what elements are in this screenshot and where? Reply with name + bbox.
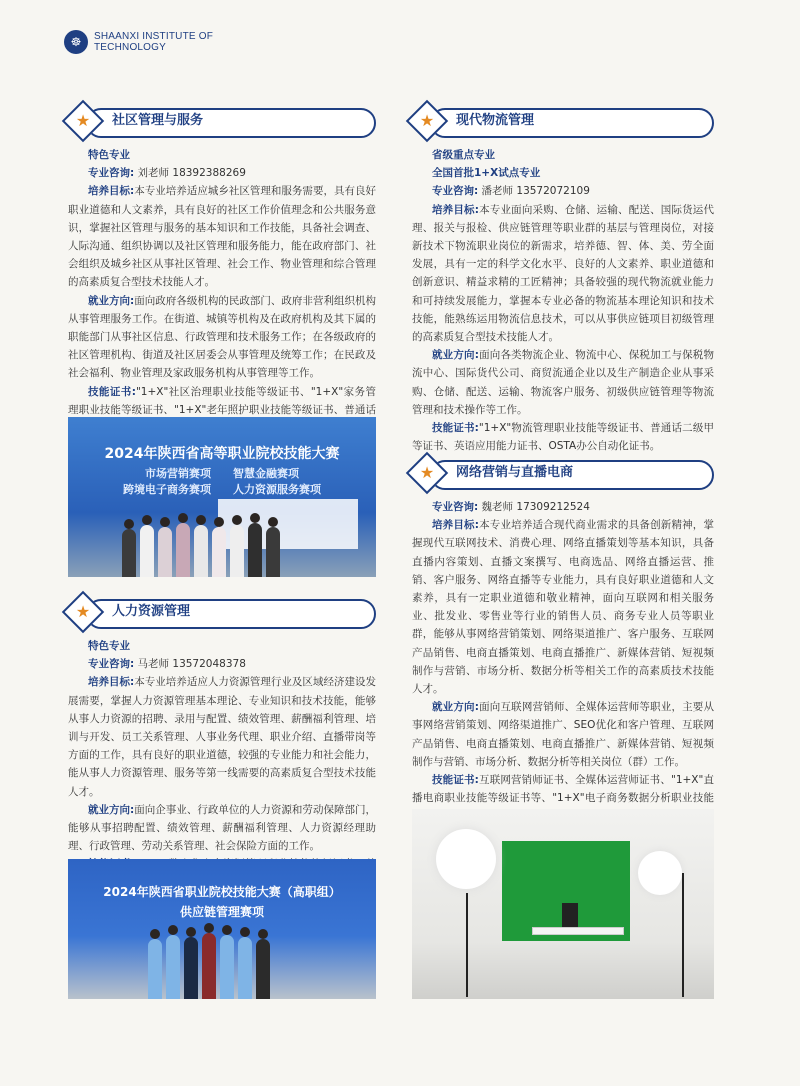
competition-photo-1: 2024年陕西省高等职业院校技能大赛 市场营销赛项 智慧金融赛项 跨境电子商务赛项 人力资源服务赛项	[68, 417, 376, 577]
institute-name: SHAANXI INSTITUTE OF TECHNOLOGY	[94, 31, 214, 53]
goal-paragraph: 培养目标:本专业面向采购、仓储、运输、配送、国际货运代理、报关与报检、供应链管理等职业群的基层与管理岗位，对接新技术下物流职业岗位的新需求，培养德、智、体、美、劳全面发展，具有一定的科学文化水平、良好的人文素养、职业道德和创新意识、精益求精的工匠精神；具备较强的现代物流就业能力和可持续发展能力，掌握本专业必备的物流基本理论知识和技术技能，能熟练运用物流信息技术，可以从事供应链项目初级管理的高素质复合型技术技能人才。	[412, 203, 714, 344]
consult-line: 专业咨询: 刘老师 18392388269	[88, 167, 246, 180]
cert-paragraph: 技能证书:"1+X"物流管理职业技能等级证书、普通话二级甲等证书、英语应用能力证书、OSTA办公自动化证书。	[412, 422, 714, 453]
institute-logo-icon: ☸	[64, 30, 88, 54]
major-tag: 特色专业	[88, 640, 130, 652]
section-hr	[68, 597, 376, 892]
star-icon: ★	[62, 591, 104, 633]
page-header	[64, 30, 213, 54]
section-title: 网络营销与直播电商	[456, 465, 574, 480]
major-tag-2: 全国首批1+X试点专业	[432, 167, 541, 180]
section-heading	[412, 458, 714, 490]
job-paragraph: 就业方向:面向互联网营销师、全媒体运营师等职业，主要从事网络营销策划、网络渠道推广、SEO优化和客户管理、互联网产品销售、电商直播策划、电商直播推广、新媒体营销、短视频制作与营销、市场分析、数据分析等相关岗位（群）工作。	[412, 701, 714, 768]
section-community	[68, 106, 376, 437]
major-tag: 省级重点专业	[432, 149, 495, 161]
major-tag: 特色专业	[88, 149, 130, 161]
goal-paragraph: 培养目标:本专业培养适合现代商业需求的具备创新精神，掌握现代互联网技术、消费心理、网络直播策划等基本知识，具备直播内容策划、直播文案撰写、电商选品、网络直播运营、推销、客户服务、网络直播等专业能力，具有良好职业道德和人文素养，具有一定职业道德和敬业精神，面向互联网和相关服务业、批发业、零售业等行业的销售人员、商务专业人员等职业群，能够从事网络营销策划、网络渠道推广、客户服务、互联网产品销售、电商直播策划、电商直播推广、新媒体营销、短视频制作与营销、市场分析、数据分析等相关工作的高素质技术技能人才。	[412, 519, 714, 696]
goal-paragraph: 培养目标:本专业培养适应城乡社区管理和服务需要，具有良好职业道德和人文素养，具有良好的社区工作价值理念和公共服务意识，掌握社区管理与服务的基本知识和工作技能，具备社会调查、人际沟通、组织协调以及社区管理和服务能力，能在政府部门、社会组织及城乡社区从事社区管理、社会工作、物业管理和综合管理的高素质复合型技术技能人才。	[68, 185, 377, 289]
section-ecommerce	[412, 458, 714, 826]
consult-line: 专业咨询: 马老师 13572048378	[88, 658, 246, 671]
job-paragraph: 就业方向:面向各类物流企业、物流中心、保税加工与保税物流中心、国际货代公司、商贸流通企业以及生产制造企业从事采购、仓储、配送、运输、物流客户服务、初级供应链管理等物流管理和技术操作等工作。	[412, 349, 714, 416]
job-paragraph: 就业方向:面向企事业、行政单位的人力资源和劳动保障部门，能够从事招聘配置、绩效管理、薪酬福利管理、人力资源经理助理、行政管理、劳动关系管理、社会保险方面的工作。	[68, 803, 377, 853]
competition-photo-2: 2024年陕西省职业院校技能大赛（高职组） 供应链管理赛项	[68, 859, 376, 999]
goal-paragraph: 培养目标:本专业培养适应人力资源管理行业及区域经济建设发展需要，掌握人力资源管理基本理论、专业知识和技术技能，能够从事人力资源的招聘、录用与配置、绩效管理、薪酬福利管理、培训与开发、员工关系管理、人事业务代理、职业介绍、直播带岗等方面的工作，具有良好的职业道德，较强的专业能力和社会能力，能从事人力资源管理、服务等第一线需要的高素质复合型技术技能人才。	[68, 676, 377, 798]
consult-line: 专业咨询: 魏老师 17309212524	[432, 501, 590, 513]
section-heading	[412, 106, 714, 138]
section-title: 人力资源管理	[112, 604, 191, 619]
section-title: 现代物流管理	[456, 113, 535, 128]
star-icon: ★	[406, 100, 448, 142]
consult-line: 专业咨询: 潘老师 13572072109	[432, 185, 590, 198]
star-icon: ★	[406, 452, 448, 494]
section-heading	[68, 597, 376, 629]
section-heading	[68, 106, 376, 138]
section-logistics	[412, 106, 714, 455]
star-icon: ★	[62, 100, 104, 142]
section-title: 社区管理与服务	[112, 113, 204, 128]
cert-paragraph: 技能证书:互联网营销师证书、全媒体运营师证书、"1+X"直播电商职业技能等级证书等、"1+X"电子商务数据分析职业技能	[412, 774, 714, 805]
cert-paragraph: 技能证书:"1+X"社区治理职业技能等级证书、"1+X"家务管理职业技能等级证书、"1+X"老年照护职业技能等级证书、普通话	[68, 385, 376, 416]
job-paragraph: 就业方向:面向政府各级机构的民政部门、政府非营利组织机构从事管理服务工作。在街道、城镇等机构及在政府机构及其下属的职能部门从事社区信息、行政管理和技术服务工作；在各级政府的社区管理机构、街道及社区居委会从事管理及统筹工作；在民政及社会福利、物业管理及家政服务机构从事管理等工作。	[68, 294, 377, 380]
studio-photo	[412, 809, 714, 999]
